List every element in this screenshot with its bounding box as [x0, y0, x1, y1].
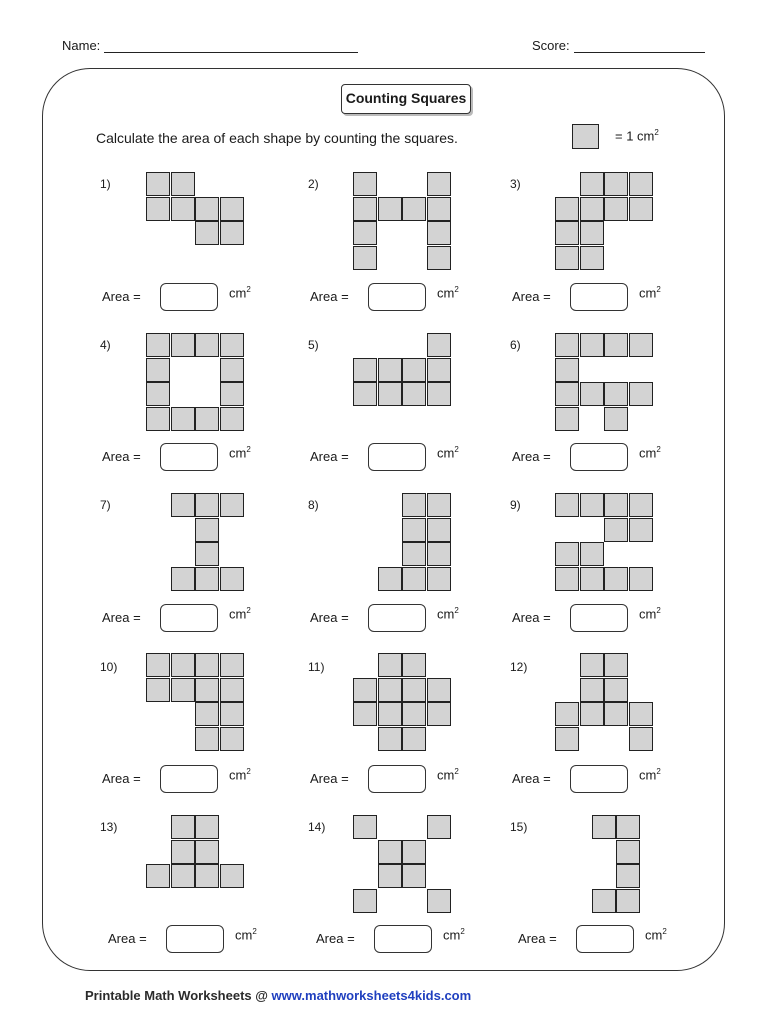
grid-square [220, 221, 244, 245]
area-label: Area = [512, 449, 551, 464]
unit-text: cm [639, 767, 657, 783]
grid-square [402, 840, 426, 864]
grid-square [604, 333, 628, 357]
unit-sup: 2 [460, 927, 465, 936]
grid-square [629, 382, 653, 406]
grid-square [195, 197, 219, 221]
unit-sup: 2 [656, 606, 661, 615]
unit-sup: 2 [454, 285, 459, 294]
grid-square [402, 653, 426, 677]
area-unit [639, 606, 661, 621]
area-label: Area = [102, 449, 141, 464]
grid-square [427, 333, 451, 357]
area-answer-input[interactable] [160, 443, 218, 471]
area-label: Area = [102, 610, 141, 625]
area-unit [437, 767, 459, 782]
area-answer-input[interactable] [368, 765, 426, 793]
area-answer-input[interactable] [160, 283, 218, 311]
score-label: Score: [532, 38, 570, 53]
grid-square [146, 382, 170, 406]
grid-square [220, 407, 244, 431]
area-answer-input[interactable] [368, 283, 426, 311]
grid-square [402, 358, 426, 382]
grid-square [171, 840, 195, 864]
worksheet-title: Counting Squares [341, 84, 471, 114]
unit-text: cm [437, 767, 455, 783]
grid-square [195, 815, 219, 839]
grid-square [195, 493, 219, 517]
area-answer-input[interactable] [368, 443, 426, 471]
grid-square [427, 815, 451, 839]
unit-sup: 2 [454, 767, 459, 776]
area-unit [229, 285, 251, 300]
grid-square [555, 542, 579, 566]
grid-square [171, 197, 195, 221]
problem-number: 3) [510, 177, 521, 191]
grid-square [555, 493, 579, 517]
grid-square [555, 727, 579, 751]
grid-square [604, 382, 628, 406]
problem-number: 6) [510, 338, 521, 352]
grid-square [378, 358, 402, 382]
area-unit [235, 927, 257, 942]
grid-square [146, 407, 170, 431]
unit-sup: 2 [252, 927, 257, 936]
area-unit [437, 606, 459, 621]
grid-square [604, 678, 628, 702]
grid-square [220, 493, 244, 517]
grid-square [592, 815, 616, 839]
legend-sup: 2 [654, 128, 659, 137]
problem-number: 7) [100, 498, 111, 512]
grid-square [171, 407, 195, 431]
grid-square [427, 246, 451, 270]
unit-sup: 2 [246, 606, 251, 615]
grid-square [616, 864, 640, 888]
grid-square [146, 678, 170, 702]
grid-square [220, 197, 244, 221]
grid-square [427, 382, 451, 406]
area-unit [437, 285, 459, 300]
unit-text: cm [437, 445, 455, 461]
grid-square [220, 567, 244, 591]
unit-text: cm [645, 927, 663, 943]
area-label: Area = [512, 771, 551, 786]
problem-number: 4) [100, 338, 111, 352]
grid-square [171, 333, 195, 357]
grid-square [171, 864, 195, 888]
grid-square [629, 172, 653, 196]
area-answer-input[interactable] [570, 443, 628, 471]
grid-square [580, 493, 604, 517]
grid-square [146, 197, 170, 221]
problem-number: 8) [308, 498, 319, 512]
unit-sup: 2 [454, 606, 459, 615]
unit-text: cm [639, 445, 657, 461]
problem-number: 5) [308, 338, 319, 352]
legend-text [615, 128, 659, 143]
grid-square [353, 197, 377, 221]
area-label: Area = [316, 931, 355, 946]
grid-square [220, 333, 244, 357]
grid-square [146, 358, 170, 382]
grid-square [220, 727, 244, 751]
grid-square [146, 172, 170, 196]
grid-square [629, 197, 653, 221]
grid-square [171, 653, 195, 677]
grid-square [195, 567, 219, 591]
grid-square [171, 567, 195, 591]
unit-text: cm [437, 606, 455, 622]
area-answer-input[interactable] [576, 925, 634, 953]
unit-sup: 2 [246, 285, 251, 294]
unit-sup: 2 [656, 767, 661, 776]
grid-square [378, 197, 402, 221]
unit-text: cm [229, 285, 247, 301]
grid-square [555, 382, 579, 406]
area-unit [645, 927, 667, 942]
grid-square [604, 407, 628, 431]
area-label: Area = [310, 289, 349, 304]
grid-square [402, 702, 426, 726]
grid-square [353, 678, 377, 702]
unit-text: cm [639, 285, 657, 301]
grid-square [378, 702, 402, 726]
grid-square [604, 567, 628, 591]
grid-square [616, 840, 640, 864]
grid-square [580, 382, 604, 406]
area-unit [443, 927, 465, 942]
unit-sup: 2 [246, 767, 251, 776]
grid-square [629, 727, 653, 751]
grid-square [580, 246, 604, 270]
unit-text: cm [229, 606, 247, 622]
grid-square [378, 567, 402, 591]
legend-equals: = 1 cm [615, 128, 655, 144]
grid-square [378, 382, 402, 406]
grid-square [555, 567, 579, 591]
footer-link[interactable]: www.mathworksheets4kids.com [271, 988, 472, 1003]
grid-square [592, 889, 616, 913]
grid-square [580, 678, 604, 702]
area-unit [639, 767, 661, 782]
problem-number: 15) [510, 820, 528, 834]
grid-square [220, 382, 244, 406]
grid-square [427, 542, 451, 566]
grid-square [555, 221, 579, 245]
instruction-text: Calculate the area of each shape by counting the squares. [96, 130, 458, 146]
grid-square [353, 889, 377, 913]
area-label: Area = [102, 771, 141, 786]
grid-square [427, 567, 451, 591]
area-unit [229, 445, 251, 460]
grid-square [604, 653, 628, 677]
grid-square [353, 358, 377, 382]
grid-square [195, 678, 219, 702]
name-line[interactable] [104, 38, 358, 53]
grid-square [402, 382, 426, 406]
unit-text: cm [229, 767, 247, 783]
grid-square [353, 246, 377, 270]
grid-square [616, 889, 640, 913]
unit-sup: 2 [656, 285, 661, 294]
grid-square [427, 702, 451, 726]
grid-square [427, 889, 451, 913]
grid-square [220, 702, 244, 726]
area-unit [229, 767, 251, 782]
name-field[interactable] [62, 38, 358, 53]
grid-square [580, 567, 604, 591]
area-label: Area = [102, 289, 141, 304]
grid-square [220, 358, 244, 382]
unit-sup: 2 [656, 445, 661, 454]
grid-square [427, 197, 451, 221]
grid-square [195, 333, 219, 357]
grid-square [427, 358, 451, 382]
grid-square [353, 702, 377, 726]
grid-square [353, 221, 377, 245]
grid-square [146, 653, 170, 677]
grid-square [629, 493, 653, 517]
area-label: Area = [518, 931, 557, 946]
problem-number: 13) [100, 820, 118, 834]
grid-square [402, 197, 426, 221]
problem-number: 14) [308, 820, 326, 834]
problem-number: 11) [308, 660, 325, 674]
grid-square [580, 333, 604, 357]
grid-square [378, 727, 402, 751]
grid-square [146, 864, 170, 888]
unit-text: cm [443, 927, 461, 943]
grid-square [195, 542, 219, 566]
grid-square [555, 197, 579, 221]
grid-square [402, 727, 426, 751]
grid-square [195, 840, 219, 864]
grid-square [427, 493, 451, 517]
unit-text: cm [235, 927, 253, 943]
area-unit [639, 285, 661, 300]
grid-square [555, 407, 579, 431]
area-answer-input[interactable] [166, 925, 224, 953]
grid-square [427, 678, 451, 702]
area-label: Area = [310, 449, 349, 464]
legend-unit-square [572, 124, 599, 149]
grid-square [378, 653, 402, 677]
grid-square [604, 172, 628, 196]
grid-square [402, 542, 426, 566]
grid-square [580, 221, 604, 245]
problem-number: 1) [100, 177, 111, 191]
grid-square [629, 567, 653, 591]
problem-number: 12) [510, 660, 528, 674]
name-label: Name: [62, 38, 101, 53]
area-answer-input[interactable] [368, 604, 426, 632]
area-answer-input[interactable] [160, 604, 218, 632]
grid-square [402, 493, 426, 517]
problem-number: 10) [100, 660, 118, 674]
footer-text: Printable Math Worksheets @ [85, 988, 272, 1003]
area-label: Area = [310, 610, 349, 625]
area-unit [639, 445, 661, 460]
area-label: Area = [108, 931, 147, 946]
problem-number: 2) [308, 177, 319, 191]
grid-square [555, 358, 579, 382]
grid-square [378, 678, 402, 702]
area-answer-input[interactable] [374, 925, 432, 953]
grid-square [580, 197, 604, 221]
grid-square [195, 407, 219, 431]
grid-square [604, 702, 628, 726]
grid-square [604, 493, 628, 517]
grid-square [171, 172, 195, 196]
grid-square [402, 518, 426, 542]
grid-square [580, 542, 604, 566]
grid-square [427, 221, 451, 245]
grid-square [580, 172, 604, 196]
grid-square [195, 702, 219, 726]
area-answer-input[interactable] [570, 604, 628, 632]
grid-square [378, 840, 402, 864]
grid-square [171, 493, 195, 517]
grid-square [629, 333, 653, 357]
grid-square [195, 221, 219, 245]
unit-sup: 2 [662, 927, 667, 936]
grid-square [220, 653, 244, 677]
grid-square [402, 567, 426, 591]
score-line[interactable] [574, 38, 705, 53]
grid-square [171, 678, 195, 702]
grid-square [353, 815, 377, 839]
unit-sup: 2 [454, 445, 459, 454]
grid-square [353, 172, 377, 196]
grid-square [604, 197, 628, 221]
grid-square [427, 518, 451, 542]
grid-square [146, 333, 170, 357]
grid-square [353, 382, 377, 406]
area-label: Area = [512, 289, 551, 304]
grid-square [629, 702, 653, 726]
grid-square [195, 864, 219, 888]
grid-square [378, 864, 402, 888]
grid-square [555, 702, 579, 726]
grid-square [604, 518, 628, 542]
area-unit [437, 445, 459, 460]
grid-square [616, 815, 640, 839]
grid-square [220, 864, 244, 888]
area-answer-input[interactable] [570, 283, 628, 311]
grid-square [195, 653, 219, 677]
grid-square [195, 727, 219, 751]
unit-text: cm [437, 285, 455, 301]
area-unit [229, 606, 251, 621]
grid-square [195, 518, 219, 542]
unit-text: cm [639, 606, 657, 622]
unit-text: cm [229, 445, 247, 461]
area-answer-input[interactable] [570, 765, 628, 793]
grid-square [555, 333, 579, 357]
area-label: Area = [512, 610, 551, 625]
score-field[interactable] [532, 38, 705, 53]
grid-square [171, 815, 195, 839]
grid-square [402, 678, 426, 702]
footer [85, 988, 471, 1003]
grid-square [427, 172, 451, 196]
unit-sup: 2 [246, 445, 251, 454]
grid-square [555, 246, 579, 270]
grid-square [580, 653, 604, 677]
area-answer-input[interactable] [160, 765, 218, 793]
grid-square [629, 518, 653, 542]
grid-square [220, 678, 244, 702]
grid-square [402, 864, 426, 888]
grid-square [580, 702, 604, 726]
area-label: Area = [310, 771, 349, 786]
problem-number: 9) [510, 498, 521, 512]
